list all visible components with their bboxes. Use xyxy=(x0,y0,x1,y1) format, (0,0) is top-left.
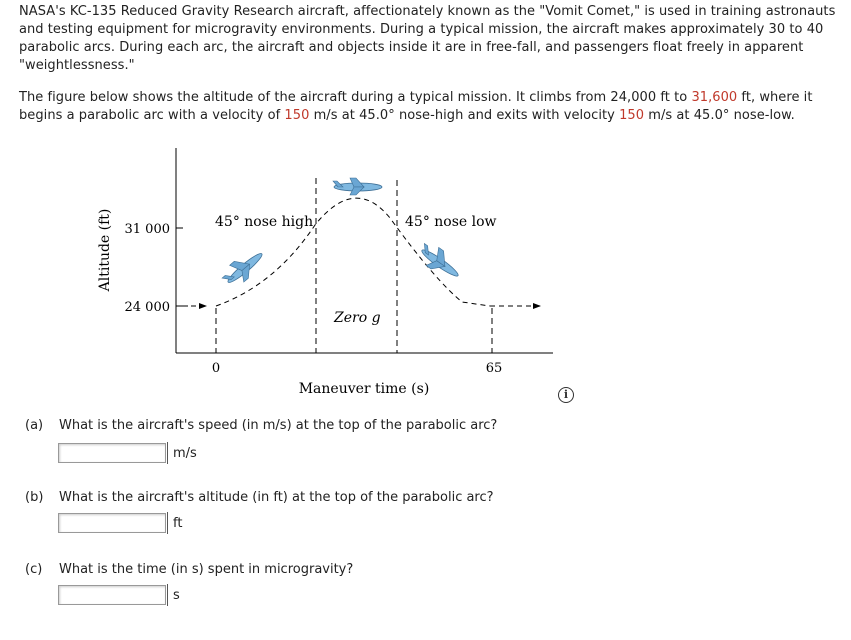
answer-b-input[interactable] xyxy=(58,513,166,533)
question-c: (c) What is the time (in s) spent in microgravity? xyxy=(25,562,354,577)
question-b-text: What is the aircraft's altitude (in ft) at the top of the parabolic arc? xyxy=(59,490,494,505)
setup-paragraph: The figure below shows the altitude of the aircraft during a typical mission. It climbs from 24,000 ft to 31,600 ft, where it begins a parabolic arc with a velocity of 150 m/s at 45.0° nose-high and exits with velocity 150 m/s at 45.0° nose-low. xyxy=(19,90,813,123)
x-axis-label: Maneuver time (s) xyxy=(298,381,430,397)
nose-low-label: 45° nose low xyxy=(405,214,497,230)
x-tick-label-end: 65 xyxy=(485,361,503,376)
question-c-text: What is the time (in s) spent in microgravity? xyxy=(59,562,354,577)
question-a-text: What is the aircraft's speed (in m/s) at the top of the parabolic arc? xyxy=(59,418,498,433)
x-tick-label-start: 0 xyxy=(211,361,221,376)
answer-a-unit: m/s xyxy=(173,445,197,461)
velocity-value-exit: 150 xyxy=(619,108,645,123)
airplane-descending-icon xyxy=(415,239,465,283)
answer-a-input[interactable] xyxy=(58,443,166,463)
zero-g-label: Zero g xyxy=(334,310,381,326)
altitude-value: 31,600 xyxy=(691,90,738,105)
question-a: (a) What is the aircraft's speed (in m/s) at the top of the parabolic arc? xyxy=(25,418,498,433)
answer-b xyxy=(58,513,182,533)
altitude-figure xyxy=(90,140,560,405)
airplane-top-icon xyxy=(333,178,382,195)
y-tick-label-high: 31 000 xyxy=(124,222,170,237)
question-b: (b) What is the aircraft's altitude (in ft) at the top of the parabolic arc? xyxy=(25,490,494,505)
y-axis-label: Altitude (ft) xyxy=(97,208,113,292)
velocity-value-entry: 150 xyxy=(284,108,310,123)
airplane-climbing-icon xyxy=(219,245,268,291)
answer-a xyxy=(58,443,197,463)
y-tick-label-low: 24 000 xyxy=(124,300,170,315)
answer-c xyxy=(58,585,180,605)
answer-c-unit: s xyxy=(173,587,180,603)
intro-paragraph: NASA's KC-135 Reduced Gravity Research aircraft, affectionately known as the "Vomit Comet," is used in training astronauts and testing equipment for microgravity environments. During a typical mission, the aircraft makes approximately 30 to 40 parabolic arcs. During each arc, the aircraft and objects inside it are in free-fall, and passengers float freely in apparent "weightlessness." xyxy=(19,4,836,73)
answer-c-input[interactable] xyxy=(58,585,166,605)
info-icon[interactable]: i xyxy=(558,387,574,403)
answer-b-unit: ft xyxy=(173,515,183,531)
nose-high-label: 45° nose high xyxy=(215,214,314,230)
